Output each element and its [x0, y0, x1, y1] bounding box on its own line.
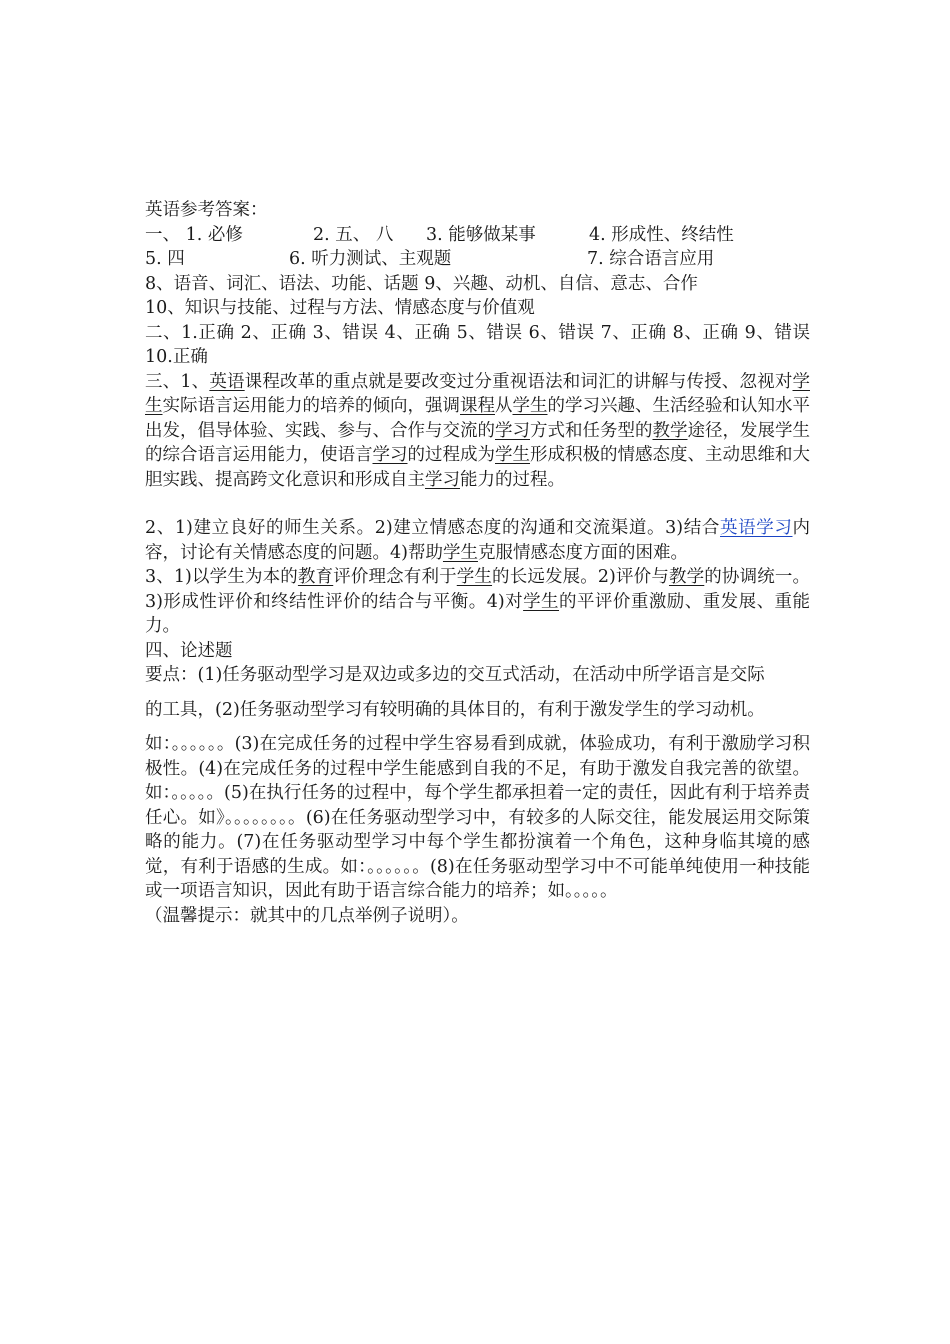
keyword-link[interactable]: 课程 [460, 396, 495, 416]
hyperlink-english-learning[interactable]: 英语学习 [720, 518, 793, 538]
document-title: 英语参考答案： [145, 200, 268, 220]
part1-row2 [145, 247, 810, 272]
answer-3: 3. 能够做某事 [426, 224, 536, 245]
part3-question2: 2、1)建立良好的师生关系。2)建立情感态度的沟通和交流渠道。3)结合英语学习内容，讨论有关情感态度的问题。4)帮助学生克服情感态度方面的困难。 [145, 518, 810, 563]
part2-answers: 二、1.正确 2、正确 3、错误 4、正确 5、错误 6、错误 7、正确 8、正确 9、错误 10.正确 [145, 322, 810, 367]
keyword-link[interactable]: 学生 [456, 567, 493, 587]
keyword-link[interactable]: 英语 [209, 371, 245, 392]
part4-heading: 四、论述题 [145, 640, 233, 661]
keyword-link[interactable]: 学生 [495, 445, 530, 465]
part4-tip: （温馨提示：就其中的几点举例子说明）。 [145, 905, 469, 926]
part3-question3: 3、1)以学生为本的教育评价理念有利于学生的长远发展。2)评价与教学的协调统一。3)形成性评价和终结性评价的结合与平衡。4)对学生的平评价重激励、重发展、重能力。 [145, 567, 811, 636]
keyword-link[interactable]: 学生 [523, 591, 560, 612]
answer-1: 一、 1. 必修 [145, 224, 243, 245]
part3-question1: 三、1、英语课程改革的重点就是要改变过分重视语法和词汇的讲解与传授、忽视对学生实际语言运用能力的培养的倾向，强调课程从学生的学习兴趣、生活经验和认知水平出发，倡导体验、实践、参与、合作与交流的学习方式和任务型的教学途径，发展学生的综合语言运用能力，使语言学习的过程成为学生形成积极的情感态度、主动思维和大胆实践、提高跨文化意识和形成自主学习能力的过程。 [145, 371, 810, 490]
part1-row3: 8、语音、词汇、语法、功能、话题 9、兴趣、动机、自信、意志、合作 [145, 273, 698, 294]
answer-7: 7. 综合语言应用 [587, 249, 715, 269]
answer-content [145, 198, 810, 928]
part4-line2: 的工具，(2)任务驱动型学习有较明确的具体目的，有利于激发学生的学习动机。 [145, 699, 765, 720]
keyword-link[interactable]: 学生 [442, 542, 478, 563]
keyword-link[interactable]: 学习 [495, 420, 530, 441]
keyword-link[interactable]: 学生 [145, 371, 810, 416]
keyword-link[interactable]: 学习 [372, 445, 408, 465]
answer-2: 2. 五、 八 [313, 224, 394, 245]
keyword-link[interactable]: 教学 [668, 567, 705, 587]
answer-4: 4. 形成性、终结性 [589, 224, 734, 245]
answer-5: 5. 四 [145, 249, 185, 269]
part1-row1 [145, 223, 810, 248]
keyword-link[interactable]: 教育 [297, 567, 334, 587]
answer-6: 6. 听力测试、主观题 [289, 249, 452, 269]
paragraph-gap [145, 492, 810, 516]
keyword-link[interactable]: 教学 [652, 420, 688, 441]
part1-row4: 10、知识与技能、过程与方法、情感态度与价值观 [145, 298, 535, 318]
keyword-link[interactable]: 学生 [512, 396, 548, 416]
part4-body: 如：。。。。。。(3)在完成任务的过程中学生容易看到成就，体验成功，有利于激励学习积极性。(4)在完成任务的过程中学生能感到自我的不足，有助于激发自我完善的欲望。如：。。。。。(5)在执行任务的过程中，每个学生都承担着一定的责任，因此有利于培养责任心。如》。。。。。。。。(6)在任务驱动型学习中，有较多的人际交往，能发展运用交际策略的能力。(7)在任务驱动型学习中每个学生都扮演着一个角色，这种身临其境的感觉，有利于语感的生成。如：。。。。。。(8)在任务驱动型学习中不可能单纯使用一种技能或一项语言知识，因此有助于语言综合能力的培养；如。。。。。 [145, 734, 810, 901]
part4-line1: 要点：(1)任务驱动型学习是双边或多边的交互式活动，在活动中所学语言是交际 [145, 665, 765, 685]
keyword-link[interactable]: 学习 [425, 469, 460, 490]
